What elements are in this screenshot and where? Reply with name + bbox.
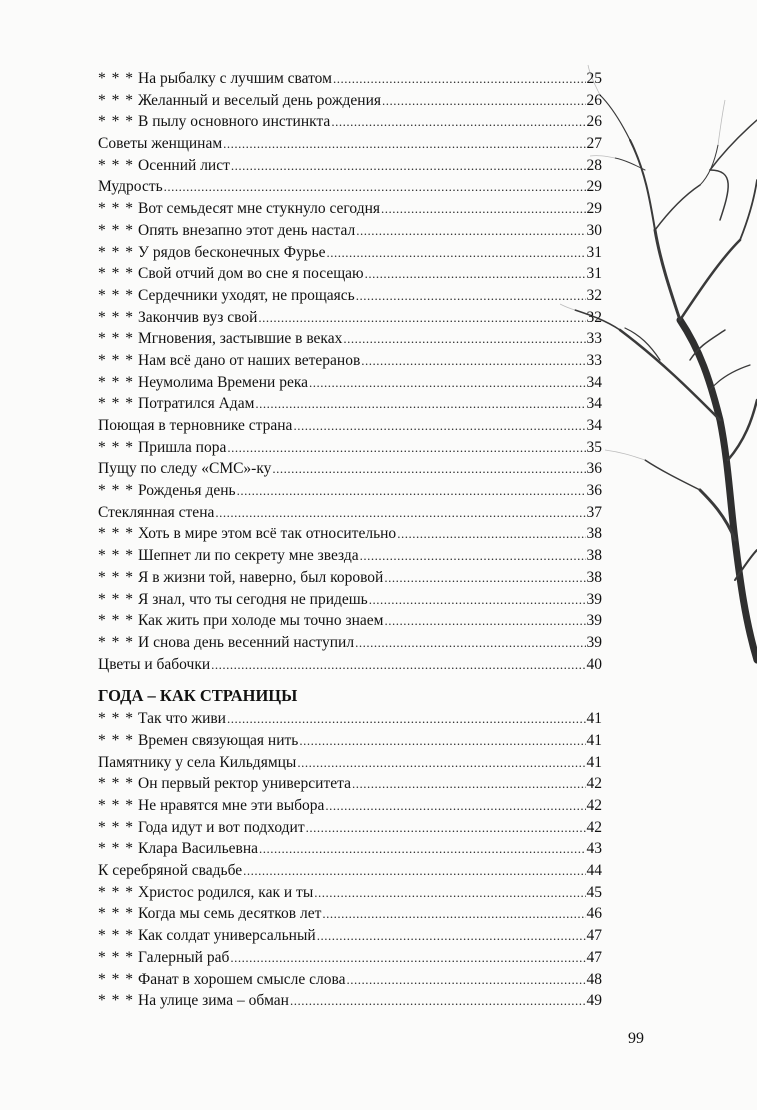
entry-title: Пущу по следу «СМС»-ку	[98, 460, 272, 478]
entry-title: Советы женщинам	[98, 135, 223, 153]
dot-leader	[384, 610, 585, 632]
asterism-prefix: * * *	[98, 568, 134, 586]
dot-leader	[314, 882, 585, 904]
entry-page-number: 33	[586, 330, 602, 348]
toc-entry	[98, 198, 602, 220]
entry-page-number: 41	[586, 731, 602, 749]
asterism-prefix: * * *	[98, 927, 134, 945]
entry-title: Я в жизни той, наверно, был коровой	[138, 568, 384, 586]
toc-entry	[98, 523, 602, 545]
dot-leader	[356, 220, 585, 242]
asterism-prefix: * * *	[98, 797, 134, 814]
dot-leader	[352, 773, 586, 795]
toc-entry	[98, 350, 602, 372]
entry-title: Потратился Адам	[138, 395, 255, 413]
dot-leader	[360, 545, 586, 567]
asterism-prefix: * * *	[98, 612, 134, 630]
toc-entry	[98, 437, 602, 459]
dot-leader	[365, 263, 586, 285]
entry-page-number: 38	[586, 525, 602, 543]
entry-title: Нам всё дано от наших ветеранов	[138, 351, 361, 369]
entry-title: Он первый ректор университета	[138, 775, 351, 793]
toc-entry	[98, 838, 602, 860]
entry-page-number: 25	[586, 70, 602, 87]
entry-title: У рядов бесконечных Фурье	[138, 243, 326, 261]
asterism-prefix: * * *	[98, 840, 134, 858]
toc-entry	[98, 795, 602, 817]
toc-entry	[98, 415, 602, 437]
entry-page-number: 42	[586, 818, 602, 836]
dot-leader	[356, 285, 586, 307]
entry-title: Христос родился, как и ты	[138, 883, 314, 901]
dot-leader	[243, 860, 585, 882]
entry-title: Пришла пора	[138, 438, 227, 456]
asterism-prefix: * * *	[98, 547, 134, 565]
toc-entry	[98, 480, 602, 502]
entry-title: Неумолима Времени река	[138, 373, 309, 391]
entry-page-number: 28	[586, 156, 602, 174]
table-of-contents	[98, 68, 602, 1012]
dot-leader	[223, 133, 585, 155]
toc-entry	[98, 860, 602, 882]
entry-title: Шепнет ли по секрету мне звезда	[138, 547, 359, 565]
dot-leader	[309, 372, 585, 394]
toc-entry	[98, 589, 602, 611]
dot-leader	[237, 480, 586, 502]
asterism-prefix: * * *	[98, 525, 134, 543]
asterism-prefix: * * *	[98, 905, 134, 923]
dot-leader	[164, 176, 586, 198]
entry-title: И снова день весенний наступил	[138, 633, 355, 651]
entry-title: Цветы и бабочки	[98, 655, 211, 673]
entry-page-number: 31	[586, 243, 602, 261]
entry-title: Не нравятся мне эти выбора	[138, 797, 325, 814]
toc-entry	[98, 545, 602, 567]
dot-leader	[211, 654, 585, 676]
asterism-prefix: * * *	[98, 970, 134, 988]
entry-page-number: 36	[586, 482, 602, 500]
entry-title: Галерный раб	[138, 948, 230, 966]
entry-page-number: 29	[586, 178, 602, 196]
entry-page-number: 31	[586, 265, 602, 283]
asterism-prefix: * * *	[98, 775, 134, 793]
toc-entry	[98, 307, 602, 329]
dot-leader	[327, 242, 586, 264]
entry-title: На улице зима – обман	[138, 992, 289, 1010]
toc-entry	[98, 502, 602, 524]
entry-title: Фанат в хорошем смысле слова	[138, 970, 346, 988]
toc-entry	[98, 242, 602, 264]
dot-leader	[381, 198, 585, 220]
entry-page-number: 48	[586, 970, 602, 988]
entry-title: Осенний лист	[138, 156, 230, 174]
dot-leader	[299, 730, 585, 752]
toc-group-1	[98, 68, 602, 675]
entry-page-number: 34	[586, 395, 602, 413]
dot-leader	[361, 350, 585, 372]
dot-leader	[331, 111, 585, 133]
asterism-prefix: * * *	[98, 200, 134, 218]
asterism-prefix: * * *	[98, 156, 134, 174]
asterism-prefix: * * *	[98, 482, 134, 500]
entry-page-number: 44	[586, 862, 602, 880]
entry-title: Когда мы семь десятков лет	[138, 905, 322, 923]
dot-leader	[346, 969, 585, 991]
toc-entry	[98, 328, 602, 350]
entry-page-number: 41	[586, 753, 602, 771]
dot-leader	[333, 68, 586, 90]
entry-page-number: 34	[586, 417, 602, 434]
asterism-prefix: * * *	[98, 438, 134, 456]
toc-entry	[98, 947, 602, 969]
entry-page-number: 49	[586, 992, 602, 1010]
section-heading: ГОДА – КАК СТРАНИЦЫ	[98, 686, 298, 706]
toc-entry	[98, 654, 602, 676]
toc-entry	[98, 903, 602, 925]
entry-page-number: 39	[586, 612, 602, 630]
entry-title: Желанный и веселый день рождения	[138, 91, 382, 109]
entry-title: Поющая в терновнике страна	[98, 417, 293, 434]
entry-page-number: 45	[586, 883, 602, 901]
dot-leader	[227, 708, 586, 730]
toc-entry	[98, 990, 602, 1012]
toc-entry	[98, 817, 602, 839]
asterism-prefix: * * *	[98, 992, 134, 1010]
toc-entry	[98, 176, 602, 198]
entry-page-number: 32	[586, 308, 602, 326]
toc-entry	[98, 458, 602, 480]
entry-page-number: 40	[586, 655, 602, 673]
entry-title: Как солдат универсальный	[138, 927, 316, 945]
asterism-prefix: * * *	[98, 286, 134, 304]
entry-page-number: 35	[586, 438, 602, 456]
entry-title: В пылу основного инстинкта	[138, 113, 331, 131]
entry-title: Опять внезапно этот день настал	[138, 221, 356, 239]
asterism-prefix: * * *	[98, 113, 134, 131]
entry-page-number: 33	[586, 351, 602, 369]
page-number: 99	[628, 1030, 644, 1047]
toc-entry	[98, 393, 602, 415]
entry-title: Мгновения, застывшие в веках	[138, 330, 343, 348]
asterism-prefix: * * *	[98, 395, 134, 413]
dot-leader	[255, 393, 585, 415]
asterism-prefix: * * *	[98, 590, 134, 608]
dot-leader	[317, 925, 586, 947]
dot-leader	[258, 307, 585, 329]
entry-title: Памятнику у села Кильдямцы	[98, 753, 297, 771]
entry-page-number: 32	[586, 286, 602, 304]
asterism-prefix: * * *	[98, 243, 134, 261]
toc-entry	[98, 155, 602, 177]
toc-entry	[98, 567, 602, 589]
entry-page-number: 38	[586, 547, 602, 565]
toc-entry	[98, 90, 602, 112]
entry-page-number: 39	[586, 633, 602, 651]
entry-page-number: 42	[586, 797, 602, 814]
dot-leader	[343, 328, 585, 350]
toc-entry	[98, 752, 602, 774]
asterism-prefix: * * *	[98, 731, 134, 749]
dot-leader	[272, 458, 585, 480]
dot-leader	[230, 947, 585, 969]
asterism-prefix: * * *	[98, 351, 134, 369]
asterism-prefix: * * *	[98, 308, 134, 326]
dot-leader	[290, 990, 586, 1012]
toc-entry	[98, 68, 602, 90]
dot-leader	[306, 817, 586, 839]
asterism-prefix: * * *	[98, 883, 134, 901]
entry-title: Как жить при холоде мы точно знаем	[138, 612, 384, 630]
toc-entry	[98, 969, 602, 991]
entry-title: Клара Васильевна	[138, 840, 259, 858]
toc-entry	[98, 632, 602, 654]
entry-page-number: 42	[586, 775, 602, 793]
toc-entry	[98, 925, 602, 947]
entry-title: Вот семьдесят мне стукнуло сегодня	[138, 200, 381, 218]
entry-page-number: 37	[586, 503, 602, 521]
toc-entry	[98, 882, 602, 904]
dot-leader	[397, 523, 585, 545]
entry-title: Закончив вуз свой	[138, 308, 258, 326]
dot-leader	[231, 155, 586, 177]
entry-page-number: 29	[586, 200, 602, 218]
toc-entry	[98, 220, 602, 242]
entry-page-number: 47	[586, 927, 602, 945]
dot-leader	[384, 567, 585, 589]
dot-leader	[322, 903, 585, 925]
entry-page-number: 34	[586, 373, 602, 391]
entry-page-number: 39	[586, 590, 602, 608]
entry-title: Стеклянная стена	[98, 503, 215, 521]
entry-page-number: 46	[586, 905, 602, 923]
dot-leader	[227, 437, 585, 459]
entry-title: Свой отчий дом во сне я посещаю	[138, 265, 364, 283]
asterism-prefix: * * *	[98, 265, 134, 283]
entry-page-number: 43	[586, 840, 602, 858]
toc-entry	[98, 773, 602, 795]
entry-title: Рожденья день	[138, 482, 236, 500]
toc-entry	[98, 730, 602, 752]
toc-entry	[98, 111, 602, 133]
toc-entry	[98, 263, 602, 285]
asterism-prefix: * * *	[98, 91, 134, 109]
entry-page-number: 38	[586, 568, 602, 586]
entry-title: Так что живи	[138, 710, 226, 728]
asterism-prefix: * * *	[98, 948, 134, 966]
entry-title: На рыбалку с лучшим сватом	[138, 70, 332, 87]
dot-leader	[293, 415, 585, 437]
entry-title: Мудрость	[98, 178, 163, 196]
toc-entry	[98, 285, 602, 307]
entry-page-number: 36	[586, 460, 602, 478]
asterism-prefix: * * *	[98, 70, 134, 87]
asterism-prefix: * * *	[98, 710, 134, 728]
entry-title: Хоть в мире этом всё так относительно	[138, 525, 397, 543]
entry-page-number: 26	[586, 91, 602, 109]
entry-title: К серебряной свадьбе	[98, 862, 243, 880]
dot-leader	[259, 838, 585, 860]
asterism-prefix: * * *	[98, 373, 134, 391]
toc-entry	[98, 133, 602, 155]
entry-page-number: 30	[586, 221, 602, 239]
asterism-prefix: * * *	[98, 221, 134, 239]
entry-title: Я знал, что ты сегодня не придешь	[138, 590, 368, 608]
entry-page-number: 27	[586, 135, 602, 153]
dot-leader	[325, 795, 585, 817]
toc-group-2	[98, 708, 602, 1012]
entry-title: Года идут и вот подходит	[138, 818, 305, 836]
dot-leader	[355, 632, 585, 654]
entry-page-number: 41	[586, 710, 602, 728]
entry-title: Сердечники уходят, не прощаясь	[138, 286, 355, 304]
toc-entry	[98, 708, 602, 730]
dot-leader	[369, 589, 586, 611]
entry-page-number: 47	[586, 948, 602, 966]
toc-entry	[98, 610, 602, 632]
dot-leader	[382, 90, 585, 112]
asterism-prefix: * * *	[98, 818, 134, 836]
entry-title: Времен связующая нить	[138, 731, 299, 749]
entry-page-number: 26	[586, 113, 602, 131]
asterism-prefix: * * *	[98, 330, 134, 348]
toc-entry	[98, 372, 602, 394]
dot-leader	[297, 752, 585, 774]
asterism-prefix: * * *	[98, 633, 134, 651]
dot-leader	[215, 502, 585, 524]
